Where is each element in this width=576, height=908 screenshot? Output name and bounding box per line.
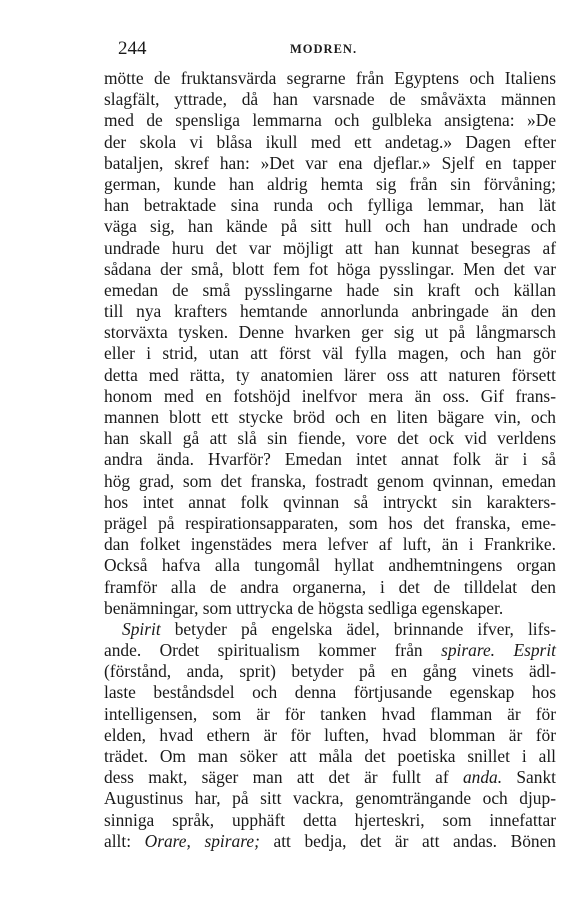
text-span: betyder på engelska ädel, brinnande ifver, lifs- (160, 618, 556, 639)
text-span: att bedja, det är att andas. Bönen (259, 830, 556, 851)
text-span: dess makt, säger man att det är fullt af (104, 767, 463, 788)
text-line (104, 831, 556, 852)
text-line: bataljen, skref han: »Det var ena djeflar.» Sjelf en tapper (104, 152, 556, 173)
text-line: (förstånd, anda, sprit) betyder på en gång vinets ädl- (104, 661, 556, 682)
text-line: der skola vi blåsa ikull med ett andetag.» Dagen efter (104, 131, 556, 152)
text-line: slagfält, yttrade, då han varsnade de småväxta männen (104, 89, 556, 110)
text-line: dan folket ingenstädes mera lefver af luft, än i Frankrike. (104, 534, 556, 555)
text-line (104, 619, 556, 640)
text-line: trädet. Om man söker att måla det poetiska snillet i all (104, 746, 556, 766)
text-line (104, 767, 556, 788)
text-span: Sankt (502, 767, 556, 788)
text-span: allt: (104, 830, 145, 851)
text-line: undrade huru det var möjligt att han kunnat besegras af (104, 237, 556, 258)
text-line: han betraktade sina runda och fylliga lemmar, han lät (104, 195, 556, 216)
italic-word: Spirit (122, 618, 161, 639)
text-line: mannen blott ett stycke bröd och en liten bägare vin, och (104, 407, 556, 427)
text-line: storväxta tysken. Denne hvarken ger sig ut på långmarsch (104, 322, 556, 343)
text-line: honom med en fotshöjd inelfvor mera än oss. Gif frans- (104, 385, 556, 406)
text-line: till nya krafters hemtande annorlunda anbringade än den (104, 301, 556, 322)
italic-word: Orare, spirare; (144, 830, 260, 851)
text-line: sinniga språk, upphäft detta hjerteskri, som innefattar (104, 809, 556, 830)
text-line: väga sig, han kände på sitt hull och han undrade och (104, 216, 556, 237)
text-line: laste beståndsdel och denna förtjusande egenskap hos (104, 682, 556, 703)
text-line: sådana der små, blott fem fot höga pysslingar. Men det var (104, 258, 556, 279)
italic-word: spirare. (441, 640, 496, 661)
running-head (0, 38, 576, 60)
text-span: ande. Ordet spiritualism kommer från (104, 640, 442, 661)
text-line: han skall gå att slå sin fiende, vore det ock vid verldens (104, 428, 556, 449)
text-line: andra ända. Hvarför? Emedan intet annat folk är i så (104, 449, 556, 470)
text-line: med de spensliga lemmarna och gulbleka ansigtena: »De (104, 110, 556, 131)
body-text (104, 68, 556, 852)
text-line: elden, hvad ethern är för luften, hvad blomman är för (104, 724, 556, 745)
text-line: Augustinus har, på sitt vackra, genomträngande och djup- (104, 788, 556, 809)
text-line: Också hafva alla tungomål hyllat andhemtningens organ (104, 555, 556, 576)
text-line: framför alla de andra organerna, i det de tilldelat den (104, 576, 556, 597)
text-line: hög grad, som det franska, fostradt genom qvinnan, emedan (104, 470, 556, 491)
text-line: intelligensen, som är för tanken hvad flamman är för (104, 703, 556, 724)
text-line (104, 640, 556, 661)
text-line: hos intet annat folk qvinnan så intryckt sin karakters- (104, 491, 556, 512)
text-span (495, 640, 513, 660)
italic-word: anda. (462, 767, 503, 788)
text-line: mötte de fruktansvärda segrarne från Egyptens och Italiens (104, 68, 556, 88)
text-line: eller i strid, utan att först väl fylla magen, och han gör (104, 343, 556, 364)
text-line: detta med rätta, ty anatomien lärer oss att naturen försett (104, 364, 556, 385)
page-number: 244 (118, 38, 147, 59)
italic-word: Esprit (513, 640, 556, 661)
text-line: benämningar, som uttrycka de högsta sedliga egenskaper. (104, 597, 504, 618)
text-line: prägel på respirationsapparaten, som hos det franska, eme- (104, 512, 556, 533)
text-line: emedan de små pysslingarne hade sin kraft och källan (104, 279, 556, 300)
text-line: german, kunde han aldrig hemta sig från sin förvåning; (104, 173, 556, 194)
running-title: MODREN. (290, 42, 358, 56)
